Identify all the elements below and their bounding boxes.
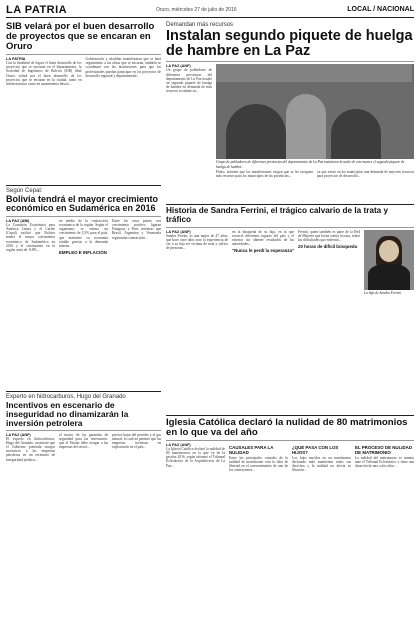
photo-caption: La hija de Sandra Ferrini [364, 290, 402, 295]
article-body: ya que existe en los municipios una demanda de mayores recursos para proyectos de desarrollo... [317, 169, 414, 179]
subhead: CAUSALES PARA LA NULIDAD [229, 444, 274, 455]
newspaper-logo: LA PATRIA [6, 4, 68, 16]
subhead: 20 horas de difícil búsqueda [298, 244, 358, 250]
section-label: LOCAL / NACIONAL [347, 6, 414, 13]
byline: LA PAZ (ANF) [6, 432, 31, 437]
article-iglesia [166, 418, 414, 630]
byline: LA PAZ (ANF) [166, 442, 191, 447]
kicker: Demandan más recursos [166, 22, 234, 28]
article-body: Sandra Ferrini, es una mujer de 47 años, que hace once años tuvo la experiencia de ver a su hija ser víctima de trata y tráfico de personas... [166, 233, 228, 251]
article-body: La Iglesia Católica declaró la nulidad de 80 matrimonios en lo que va de la gestión 2016, según informó el Tribunal Eclesiástico de la Arquidiócesis de La Paz... [166, 446, 225, 468]
article-body: Gobernación y alcaldías manifestaron que se hará seguimiento a las obras que se encaran, también se coordinará con las instituciones para que los profesionales puedan participar en los proyectos de desarrollo regional y departamental... [85, 56, 161, 78]
divider [166, 227, 414, 228]
article-body: en medio de la contracción económica de la región. Según el organismo, se estima un crecimiento de 3,5% para el país, que mantiene su economía estable gracias a la demanda interna... [59, 218, 108, 248]
article-body: La Comisión Económica para América Latina y el Caribe (Cepal) ratificó que Bolivia tendrá el mayor crecimiento económico de Sudamérica en 2016 y el crecimiento en la región sería de -0,8%... [6, 222, 55, 252]
headline-sib: SIB velará por el buen desarrollo de proyectos que se encaran en Oruro [6, 21, 155, 52]
article-body: Entre las principales causales de la nulidad de matrimonio está la falta de libertad en el consentimiento de uno de los contrayentes... [229, 455, 288, 473]
divider [6, 216, 161, 217]
article-body: El experto en hidrocarburos, Hugo del Granado, cuestionó que el Gobierno pretenda otorgar incentivos a las empresas petroleras en un escenario de inseguridad jurídica... [6, 436, 55, 462]
headline-cepal: Bolivia tendrá el mayor crecimiento económico en Sudamérica en 2016 [6, 193, 159, 214]
divider [166, 415, 414, 416]
divider [166, 440, 414, 441]
byline: LA PATRIA [6, 56, 26, 61]
hunger-strike-photo [216, 64, 414, 159]
headline-hidrocarburos: Incentivos en escenario de inseguridad no dinamizarán la inversión petrolera [6, 399, 129, 428]
left-column [6, 22, 161, 626]
byline: LA PAZ (ABI) [6, 218, 30, 223]
headline-iglesia: Iglesia Católica declaró la nulidad de 80 matrimonios en lo que va del año [166, 416, 408, 438]
ferrini-portrait [364, 230, 414, 290]
subhead: EMPLEO E INFLACIÓN [59, 250, 107, 256]
article-sib [6, 22, 161, 183]
article-cepal [6, 188, 161, 389]
article-body: Un grupo de pobladores de diferentes provincias del departamento de La Paz instaló un segundo piquete de huelga de hambre en demanda de más recursos económicos... [166, 68, 212, 94]
divider [6, 391, 161, 392]
divider [6, 54, 161, 55]
pull-quote: "Nunca le perdí la esperanza" [232, 248, 294, 254]
masthead [6, 4, 414, 18]
article-hidrocarburos [6, 394, 161, 630]
kicker: Experto en hidrocarburos, Hugo del Granado [6, 393, 126, 400]
article-huelga [166, 22, 414, 202]
subhead: EL PROCESO DE NULIDAD DE MATRIMONIO [355, 444, 413, 455]
article-body: Entre los otros países con crecimiento positivo figuran Paraguay y Perú, mientras que Brasil, Argentina y Venezuela registrarán contracción... [112, 218, 161, 240]
divider [6, 430, 161, 431]
divider [166, 204, 414, 205]
divider [6, 185, 161, 186]
headline-ferrini: Historia de Sandra Ferrini, el trágico calvario de la trata y tráfico [166, 206, 389, 225]
article-body: precios bajos del petróleo y el gas natural, lo cual no permite que las empresas inviertan en exploración en el país... [112, 432, 161, 450]
photo-caption: Grupo de pobladores de diferentes provincias del departamento de La Paz instalaron la tarde de este martes el segundo piquete de huelga de hambre. [216, 160, 405, 169]
article-body: La nulidad del matrimonio se tramita ante el Tribunal Eclesiástico y tiene una duración de uno a dos años... [355, 455, 414, 469]
article-body: Con la finalidad de lograr el buen desarrollo de los proyectos que se ejecutan en el departamento, la Sociedad de Ingenieros de Bolivia (SIB) filial Oruro, velará por el buen desarrollo de los proyectos que se encaran en la ciudad, tanto en infraestructura como en saneamiento básico... [6, 60, 82, 86]
kicker: Según Cepal: [6, 187, 43, 194]
byline: LA PAZ (ANF) [166, 229, 191, 234]
article-ferrini [166, 207, 414, 412]
subhead: ¿QUÉ PASA CON LOS HIJOS? [292, 444, 339, 455]
article-body: Pedro, informó que los manifestantes exigen que se les otorguen más recursos para los municipios de las provincias... [216, 169, 313, 179]
article-body: el marco de las garantías de seguridad para las inversiones, que el Estado debe otorgar a las empresas del sector... [59, 432, 108, 450]
headline-huelga: Instalan segundo piquete de huelga de hambre en La Paz [166, 28, 413, 60]
divider [166, 61, 414, 62]
byline: LA PAZ (ANF) [166, 64, 191, 69]
article-body: Los hijos nacidos en un matrimonio declarado nulo mantienen todos sus derechos y la nulidad no afecta su filiación... [292, 455, 351, 473]
edition-date: Oruro, miércoles 27 de julio de 2016 [156, 7, 237, 13]
article-body: en la búsqueda de su hija, en la que recorrió diferentes lugares del país y el exterior sin obtener resultados de las autoridades... [232, 229, 294, 247]
right-column [166, 22, 414, 626]
article-body: Ferrini, quien también es parte de la Red de Mujeres que lucha contra la trata, relató las dificultades que enfrentó... [298, 229, 360, 243]
